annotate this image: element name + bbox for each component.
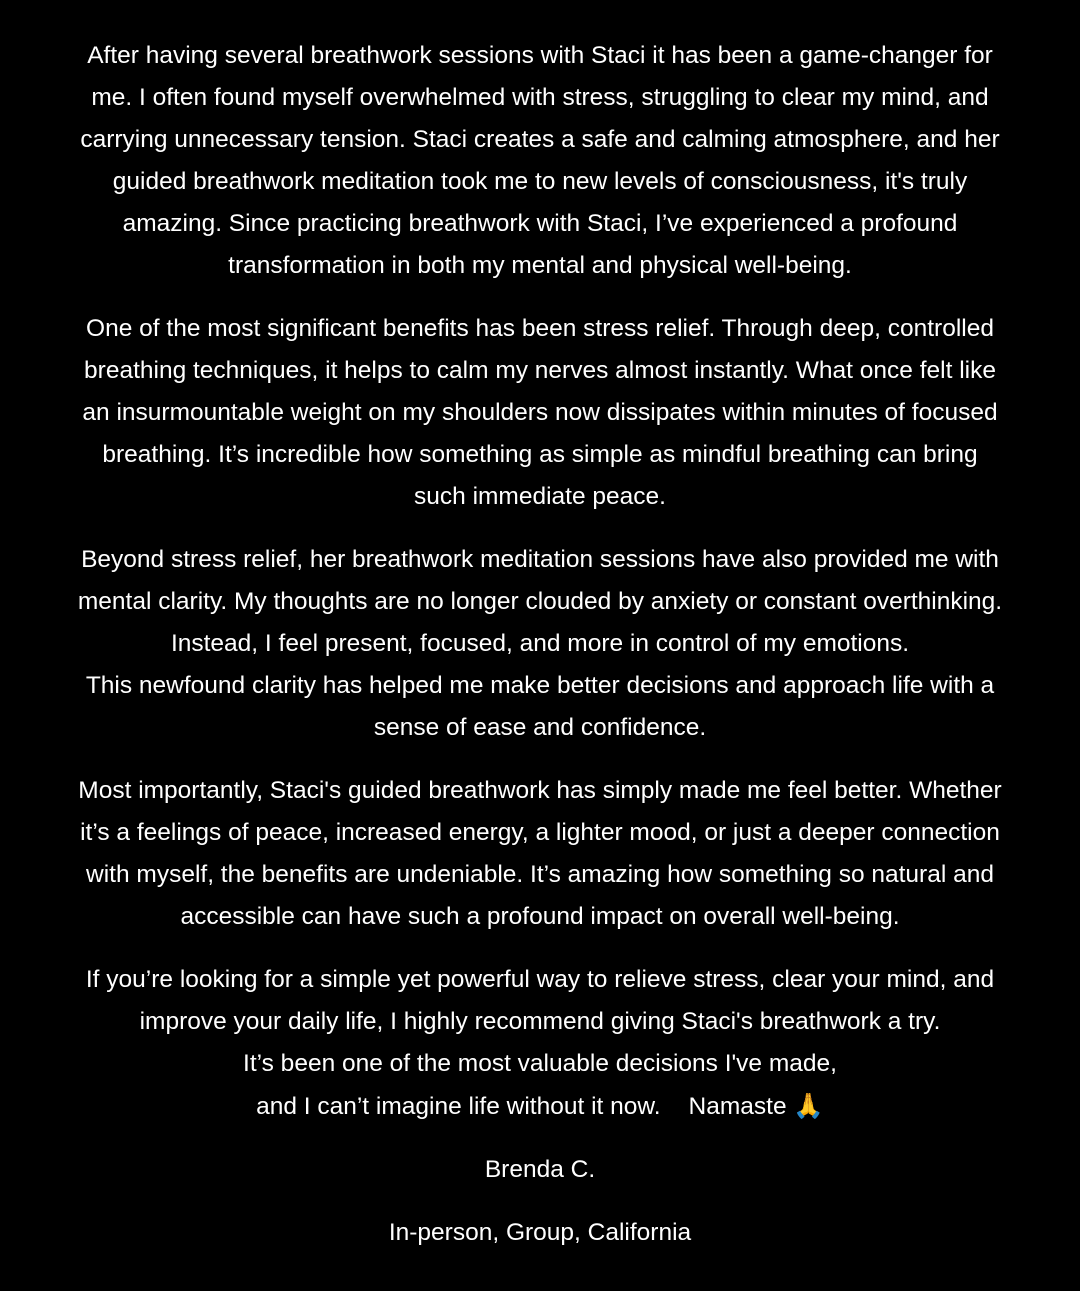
text-line: After having several breathwork sessions with Staci it has been a game-changer for <box>87 42 993 69</box>
text-line: improve your daily life, I highly recommend giving Staci's breathwork a try. <box>139 1008 941 1035</box>
sign-off: Namaste <box>688 1093 787 1120</box>
text-line: carrying unnecessary tension. Staci creates a safe and calming atmosphere, and her <box>80 126 1000 153</box>
text-line: transformation in both my mental and physical well-being. <box>228 252 852 279</box>
closing-text: and I can’t imagine life without it now. <box>256 1093 661 1120</box>
text-line: Beyond stress relief, her breathwork meditation sessions have also provided me with <box>81 546 999 573</box>
text-line: breathing techniques, it helps to calm my nerves almost instantly. What once felt like <box>84 357 996 384</box>
text-line: Most importantly, Staci's guided breathwork has simply made me feel better. Whether <box>78 777 1002 804</box>
text-line: mental clarity. My thoughts are no longer clouded by anxiety or constant overthinking. <box>77 588 1003 615</box>
testimonial-paragraph-3 <box>6 539 1074 749</box>
text-line: guided breathwork meditation took me to new levels of consciousness, it's truly <box>112 168 968 195</box>
text-line: This newfound clarity has helped me make better decisions and approach life with a <box>85 672 995 699</box>
text-line: sense of ease and confidence. <box>373 714 707 741</box>
testimonial-paragraph-5 <box>6 959 1074 1128</box>
session-info: In-person, Group, California <box>388 1219 692 1246</box>
testimonial-paragraph-4 <box>6 770 1074 938</box>
text-line: accessible can have such a profound impact on overall well-being. <box>180 903 900 930</box>
text-line: with myself, the benefits are undeniable. It’s amazing how something so natural and <box>86 861 994 888</box>
testimonial-paragraph-1 <box>6 35 1074 287</box>
testimonial-paragraph-2 <box>6 308 1074 518</box>
text-line: breathing. It’s incredible how something as simple as mindful breathing can bring <box>102 441 978 468</box>
text-line: me. I often found myself overwhelmed with stress, struggling to clear my mind, and <box>91 84 989 111</box>
closing-line <box>6 1085 1074 1128</box>
praying-hands-icon: 🙏 <box>793 1091 824 1120</box>
text-line: such immediate peace. <box>414 483 666 510</box>
author-name: Brenda C. <box>484 1156 596 1183</box>
text-line: amazing. Since practicing breathwork with Staci, I’ve experienced a profound <box>122 210 958 237</box>
text-line: One of the most significant benefits has been stress relief. Through deep, controlled <box>86 315 994 342</box>
text-line: it’s a feelings of peace, increased energy, a lighter mood, or just a deeper connection <box>80 819 1000 846</box>
text-line: an insurmountable weight on my shoulders now dissipates within minutes of focused <box>82 399 998 426</box>
text-line: Instead, I feel present, focused, and more in control of my emotions. <box>170 630 910 657</box>
text-line: If you’re looking for a simple yet powerful way to relieve stress, clear your mind, and <box>85 966 995 993</box>
text-line: It’s been one of the most valuable decisions I've made, <box>243 1050 837 1077</box>
